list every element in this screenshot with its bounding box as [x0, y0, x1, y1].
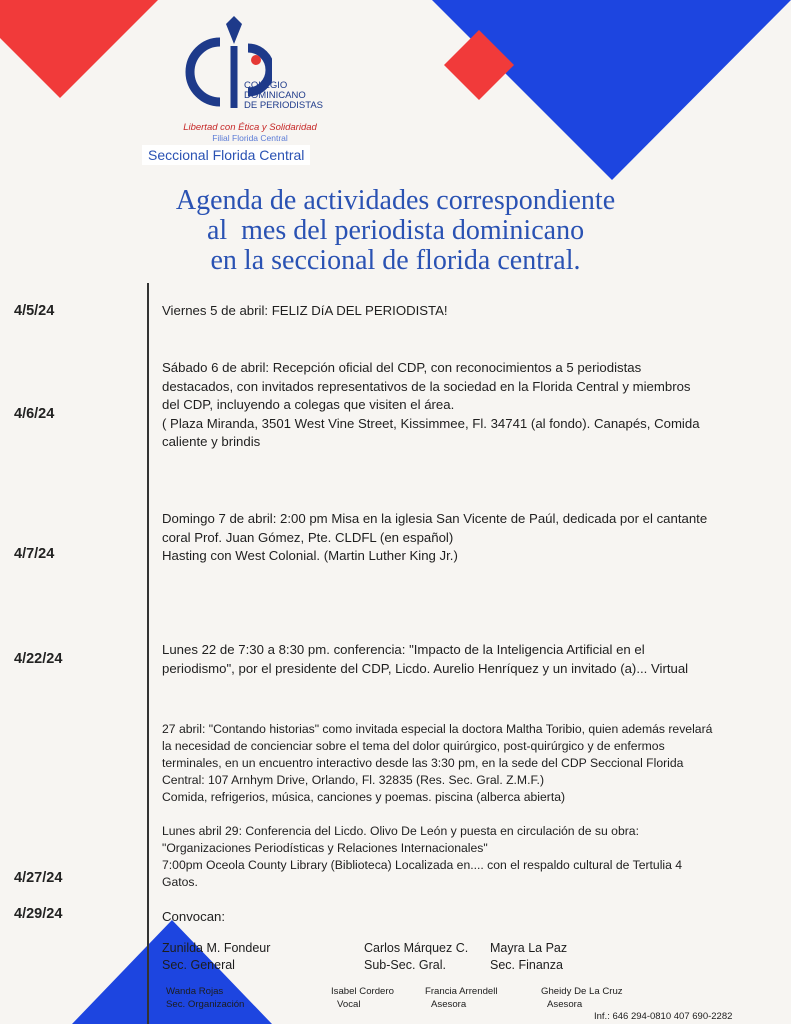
entry-line: la necesidad de concienciar sobre el tema del dolor quirúrgico, post-quirúrgico y de enfermos [162, 739, 665, 753]
logo-motto: Libertad con Ética y Solidaridad [183, 122, 317, 133]
signer [541, 985, 623, 1011]
date-label: 4/22/24 [14, 651, 63, 667]
signer [425, 985, 498, 1011]
logo-org-name [244, 81, 323, 111]
entry-line: Domingo 7 de abril: 2:00 pm Misa en la iglesia San Vicente de Paúl, dedicada por el cantante [162, 511, 708, 526]
signer [166, 985, 244, 1011]
signer [331, 985, 394, 1011]
title-line: Agenda de actividades correspondiente [175, 185, 616, 216]
signer-name: Isabel Cordero [331, 986, 394, 997]
convocan-label: Convocan: [162, 909, 226, 924]
org-line: DOMINICANO [244, 90, 306, 101]
agenda-entry [162, 721, 712, 806]
entry-line: caliente y brindis [162, 434, 261, 449]
agenda-entry [162, 510, 707, 566]
entry-line: periodismo", por el presidente del CDP, Licdo. Aurelio Henríquez y un invitado (a)... Virtual [162, 660, 689, 676]
signer [364, 940, 468, 974]
signer-name: Mayra La Paz [490, 941, 568, 955]
date-label: 4/5/24 [14, 303, 55, 319]
signer [490, 940, 567, 974]
entry-line: ( Plaza Miranda, 3501 West Vine Street, Kissimmee, Fl. 34741 (al fondo). Canapés, Comida [162, 415, 700, 431]
agenda-entry [162, 359, 700, 452]
date-label: 4/7/24 [14, 546, 55, 562]
entry-line: del CDP, incluyendo a colegas que visiten el área. [162, 397, 455, 412]
timeline-divider [147, 283, 149, 1024]
signer-role: Sec. Finanza [490, 958, 563, 972]
contact-info: Inf.: 646 294-0810 407 690-2282 [594, 1011, 733, 1022]
date-label: 4/29/24 [14, 906, 63, 922]
signer [162, 940, 270, 974]
page-title [0, 186, 791, 276]
title-line: al mes del periodista dominicano [206, 215, 585, 246]
entry-line: Hasting con West Colonial. (Martin Luther King Jr.) [162, 548, 458, 563]
agenda-entry [162, 823, 682, 891]
entry-line: Comida, refrigerios, música, canciones y poemas. piscina (alberca abierta) [162, 790, 566, 804]
entry-line: destacados, con invitados representativos de la sociedad en la Florida Central y miembros [162, 378, 691, 394]
signer-role: Sec. Organización [166, 999, 245, 1010]
signer-name: Gheidy De La Cruz [541, 986, 623, 997]
date-label: 4/6/24 [14, 406, 55, 422]
red-triangle-top-left [0, 0, 158, 98]
entry-line: Viernes 5 de abril: FELIZ DíA DEL PERIODISTA! [162, 303, 448, 318]
entry-line: Gatos. [162, 875, 198, 889]
entry-line: "Organizaciones Periodísticas y Relaciones Internacionales" [162, 841, 488, 855]
entry-line: 27 abril: "Contando historias" como invitada especial la doctora Maltha Toribio, quien además revelará [162, 722, 713, 736]
entry-line: Sábado 6 de abril: Recepción oficial del CDP, con reconocimientos a 5 periodistas [162, 360, 642, 375]
signer-role: Sec. General [162, 958, 235, 972]
signer-name: Francia Arrendell [425, 986, 498, 997]
signer-role: Vocal [337, 999, 361, 1010]
agenda-entry [162, 641, 688, 678]
entry-line: terminales, en un encuentro interactivo desde las 3:30 pm, en la sede del CDP Seccional Florida [162, 756, 684, 770]
signer-name: Carlos Márquez C. [364, 941, 469, 955]
org-line: COLEGIO [244, 80, 288, 91]
org-line: DE PERIODISTAS [244, 100, 324, 111]
signer-role: Asesora [547, 999, 583, 1010]
title-line: en la seccional de florida central. [210, 245, 581, 276]
logo-filial: Filial Florida Central [212, 133, 288, 143]
signer-role: Sub-Sec. Gral. [364, 958, 446, 972]
signer-name: Zunilda M. Fondeur [162, 941, 271, 955]
entry-line: Lunes abril 29: Conferencia del Licdo. Olivo De León y puesta en circulación de su obra: [162, 824, 639, 838]
signer-name: Wanda Rojas [166, 986, 224, 997]
signer-role: Asesora [431, 999, 467, 1010]
entry-line: 7:00pm Oceola County Library (Biblioteca) Localizada en.... con el respaldo cultural de Tertulia 4 [162, 858, 683, 872]
date-label: 4/27/24 [14, 870, 63, 886]
entry-line: coral Prof. Juan Gómez, Pte. CLDFL (en español) [162, 529, 454, 545]
entry-line: Lunes 22 de 7:30 a 8:30 pm. conferencia: "Impacto de la Inteligencia Artificial en el [162, 642, 645, 657]
entry-line: Central: 107 Arnhym Drive, Orlando, Fl. 32835 (Res. Sec. Gral. Z.M.F.) [162, 773, 545, 787]
agenda-entry [162, 302, 448, 321]
seccional-label: Seccional Florida Central [142, 145, 310, 165]
